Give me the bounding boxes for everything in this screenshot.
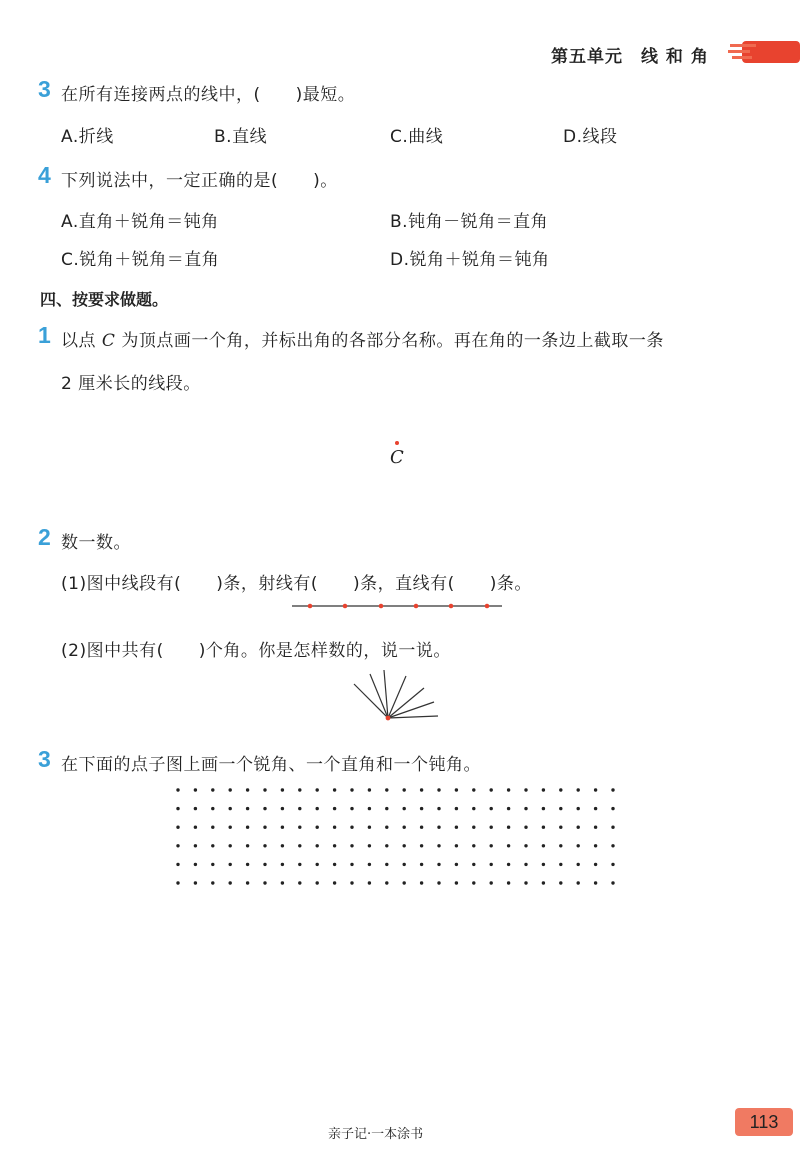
grid-dot (194, 863, 197, 866)
grid-dot (385, 881, 388, 884)
grid-dot (403, 881, 406, 884)
grid-dot (246, 826, 249, 829)
grid-dot (350, 788, 353, 791)
point-c-label: C (390, 447, 404, 468)
grid-dot (455, 788, 458, 791)
question-number: 1 (38, 322, 51, 348)
grid-dot (298, 826, 301, 829)
grid-dot (211, 826, 214, 829)
grid-dot (559, 788, 562, 791)
grid-dot (455, 844, 458, 847)
grid-dot (194, 826, 197, 829)
grid-dot (229, 788, 232, 791)
grid-dot (507, 881, 510, 884)
grid-dot (455, 881, 458, 884)
grid-dot (403, 807, 406, 810)
question-title: 数一数。 (61, 533, 131, 553)
grid-dot (368, 881, 371, 884)
grid-dot (368, 844, 371, 847)
grid-dot (611, 826, 614, 829)
grid-dot (176, 826, 179, 829)
grid-dot (316, 807, 319, 810)
grid-dot (559, 807, 562, 810)
grid-dot (316, 844, 319, 847)
grid-dot (350, 881, 353, 884)
grid-dot (577, 844, 580, 847)
grid-dot (542, 881, 545, 884)
grid-dot (176, 807, 179, 810)
grid-dot (420, 881, 423, 884)
question-number: 2 (38, 524, 51, 550)
grid-dot (263, 826, 266, 829)
grid-dot (211, 807, 214, 810)
grid-dot (194, 881, 197, 884)
grid-dot (350, 863, 353, 866)
header-stripes (728, 38, 800, 66)
grid-dot (385, 807, 388, 810)
grid-dot (542, 788, 545, 791)
angle-fan-figure (350, 668, 442, 726)
grid-dot (472, 826, 475, 829)
grid-dot (211, 863, 214, 866)
grid-dot (542, 844, 545, 847)
option-c: C.锐角＋锐角＝直角 (61, 250, 220, 270)
grid-dot (246, 863, 249, 866)
q1-text-b: 为顶点画一个角，并标出角的各部分名称。再在角的一条边上截取一条 (121, 331, 664, 351)
grid-dot (611, 881, 614, 884)
grid-dot (333, 826, 336, 829)
grid-dot (490, 863, 493, 866)
question-number: 3 (38, 76, 51, 102)
grid-dot (472, 844, 475, 847)
grid-dot (263, 863, 266, 866)
grid-dot (403, 863, 406, 866)
grid-dot (559, 881, 562, 884)
grid-dot (368, 807, 371, 810)
grid-dot (542, 807, 545, 810)
grid-dot (368, 788, 371, 791)
question-text (61, 326, 664, 351)
grid-dot (298, 788, 301, 791)
grid-dot (437, 863, 440, 866)
grid-dot (437, 844, 440, 847)
point-var: C (101, 331, 116, 351)
grid-dot (611, 807, 614, 810)
grid-dot (350, 844, 353, 847)
grid-dot (385, 863, 388, 866)
grid-dot (611, 844, 614, 847)
grid-dot (577, 807, 580, 810)
grid-dot (403, 826, 406, 829)
grid-dot (524, 881, 527, 884)
grid-dot (281, 863, 284, 866)
option-a: A.折线 (61, 127, 114, 147)
option-a: A.直角＋锐角＝钝角 (61, 212, 219, 232)
grid-dot (437, 788, 440, 791)
page-number: 113 (735, 1108, 793, 1136)
grid-dot (577, 826, 580, 829)
grid-dot (229, 826, 232, 829)
grid-dot (229, 807, 232, 810)
grid-dot (281, 826, 284, 829)
grid-dot (420, 844, 423, 847)
grid-dot (490, 807, 493, 810)
grid-dot (333, 863, 336, 866)
dot-grid[interactable] (170, 784, 620, 889)
grid-dot (594, 788, 597, 791)
grid-dot (385, 826, 388, 829)
grid-dot (263, 844, 266, 847)
grid-dot (594, 807, 597, 810)
option-d: D.线段 (563, 127, 618, 147)
question-text-line2: 2 厘米长的线段。 (61, 374, 201, 394)
grid-dot (333, 881, 336, 884)
grid-dot (455, 807, 458, 810)
grid-dot (542, 863, 545, 866)
grid-dot (403, 788, 406, 791)
grid-dot (229, 844, 232, 847)
grid-dot (437, 807, 440, 810)
grid-dot (229, 881, 232, 884)
grid-dot (316, 881, 319, 884)
grid-dot (611, 863, 614, 866)
grid-dot (281, 881, 284, 884)
grid-dot (507, 807, 510, 810)
grid-dot (559, 844, 562, 847)
grid-dot (298, 844, 301, 847)
count-part1: (1)图中线段有( )条，射线有( )条，直线有( )条。 (61, 574, 532, 594)
grid-dot (594, 826, 597, 829)
option-b: B.直线 (214, 127, 268, 147)
grid-dot (559, 863, 562, 866)
grid-dot (246, 788, 249, 791)
grid-dot (542, 826, 545, 829)
question-text: 在所有连接两点的线中，( )最短。 (61, 85, 356, 105)
grid-dot (281, 807, 284, 810)
grid-dot (507, 863, 510, 866)
point-c-dot (395, 441, 399, 445)
grid-dot (455, 863, 458, 866)
grid-dot (350, 807, 353, 810)
grid-dot (298, 863, 301, 866)
option-d: D.锐角＋锐角＝钝角 (390, 250, 550, 270)
grid-dot (490, 788, 493, 791)
grid-dot (507, 844, 510, 847)
grid-dot (437, 826, 440, 829)
question-number: 3 (38, 746, 51, 772)
grid-dot (524, 807, 527, 810)
grid-dot (524, 788, 527, 791)
grid-dot (176, 881, 179, 884)
grid-dot (333, 844, 336, 847)
grid-dot (490, 881, 493, 884)
grid-dot (455, 826, 458, 829)
grid-dot (594, 863, 597, 866)
grid-dot (368, 826, 371, 829)
grid-dot (594, 881, 597, 884)
grid-dot (246, 844, 249, 847)
grid-dot (246, 807, 249, 810)
grid-dot (490, 826, 493, 829)
grid-dot (472, 807, 475, 810)
option-c: C.曲线 (390, 127, 444, 147)
question-number: 4 (38, 162, 51, 188)
grid-dot (281, 788, 284, 791)
question-text: 下列说法中，一定正确的是( )。 (61, 171, 338, 191)
topic-label: 线 和 角 (641, 47, 709, 67)
grid-dot (263, 807, 266, 810)
grid-dot (403, 844, 406, 847)
grid-dot (524, 863, 527, 866)
grid-dot (368, 863, 371, 866)
grid-dot (316, 863, 319, 866)
grid-dot (176, 863, 179, 866)
grid-dot (333, 788, 336, 791)
grid-dot (316, 826, 319, 829)
grid-dot (211, 881, 214, 884)
grid-dot (507, 826, 510, 829)
grid-dot (211, 844, 214, 847)
grid-dot (472, 881, 475, 884)
grid-dot (194, 788, 197, 791)
grid-dot (263, 881, 266, 884)
grid-dot (420, 807, 423, 810)
grid-dot (246, 881, 249, 884)
section-title: 四、按要求做题。 (40, 290, 169, 309)
grid-dot (420, 788, 423, 791)
grid-dot (194, 807, 197, 810)
grid-dot (316, 788, 319, 791)
grid-dot (333, 807, 336, 810)
points-on-line (290, 598, 504, 614)
grid-dot (420, 826, 423, 829)
grid-dot (559, 826, 562, 829)
grid-dot (298, 881, 301, 884)
grid-dot (611, 788, 614, 791)
grid-dot (350, 826, 353, 829)
grid-dot (437, 881, 440, 884)
grid-dot (472, 788, 475, 791)
unit-label: 第五单元 (551, 47, 623, 67)
grid-dot (472, 863, 475, 866)
grid-dot (577, 788, 580, 791)
grid-dot (524, 826, 527, 829)
grid-dot (594, 844, 597, 847)
grid-dot (490, 844, 493, 847)
grid-dot (577, 881, 580, 884)
publisher-label: 亲子记·一本涂书 (328, 1127, 424, 1142)
grid-dot (176, 788, 179, 791)
grid-dot (263, 788, 266, 791)
q1-text-a: 以点 (61, 331, 96, 351)
grid-dot (211, 788, 214, 791)
option-b: B.钝角－锐角＝直角 (390, 212, 549, 232)
grid-dot (507, 788, 510, 791)
grid-dot (194, 844, 197, 847)
grid-dot (577, 863, 580, 866)
grid-dot (298, 807, 301, 810)
question-text: 在下面的点子图上画一个锐角、一个直角和一个钝角。 (61, 755, 481, 775)
grid-dot (420, 863, 423, 866)
grid-dot (229, 863, 232, 866)
grid-dot (524, 844, 527, 847)
grid-dot (281, 844, 284, 847)
grid-dot (176, 844, 179, 847)
grid-dot (385, 844, 388, 847)
count-part2: (2)图中共有( )个角。你是怎样数的，说一说。 (61, 641, 451, 661)
grid-dot (385, 788, 388, 791)
